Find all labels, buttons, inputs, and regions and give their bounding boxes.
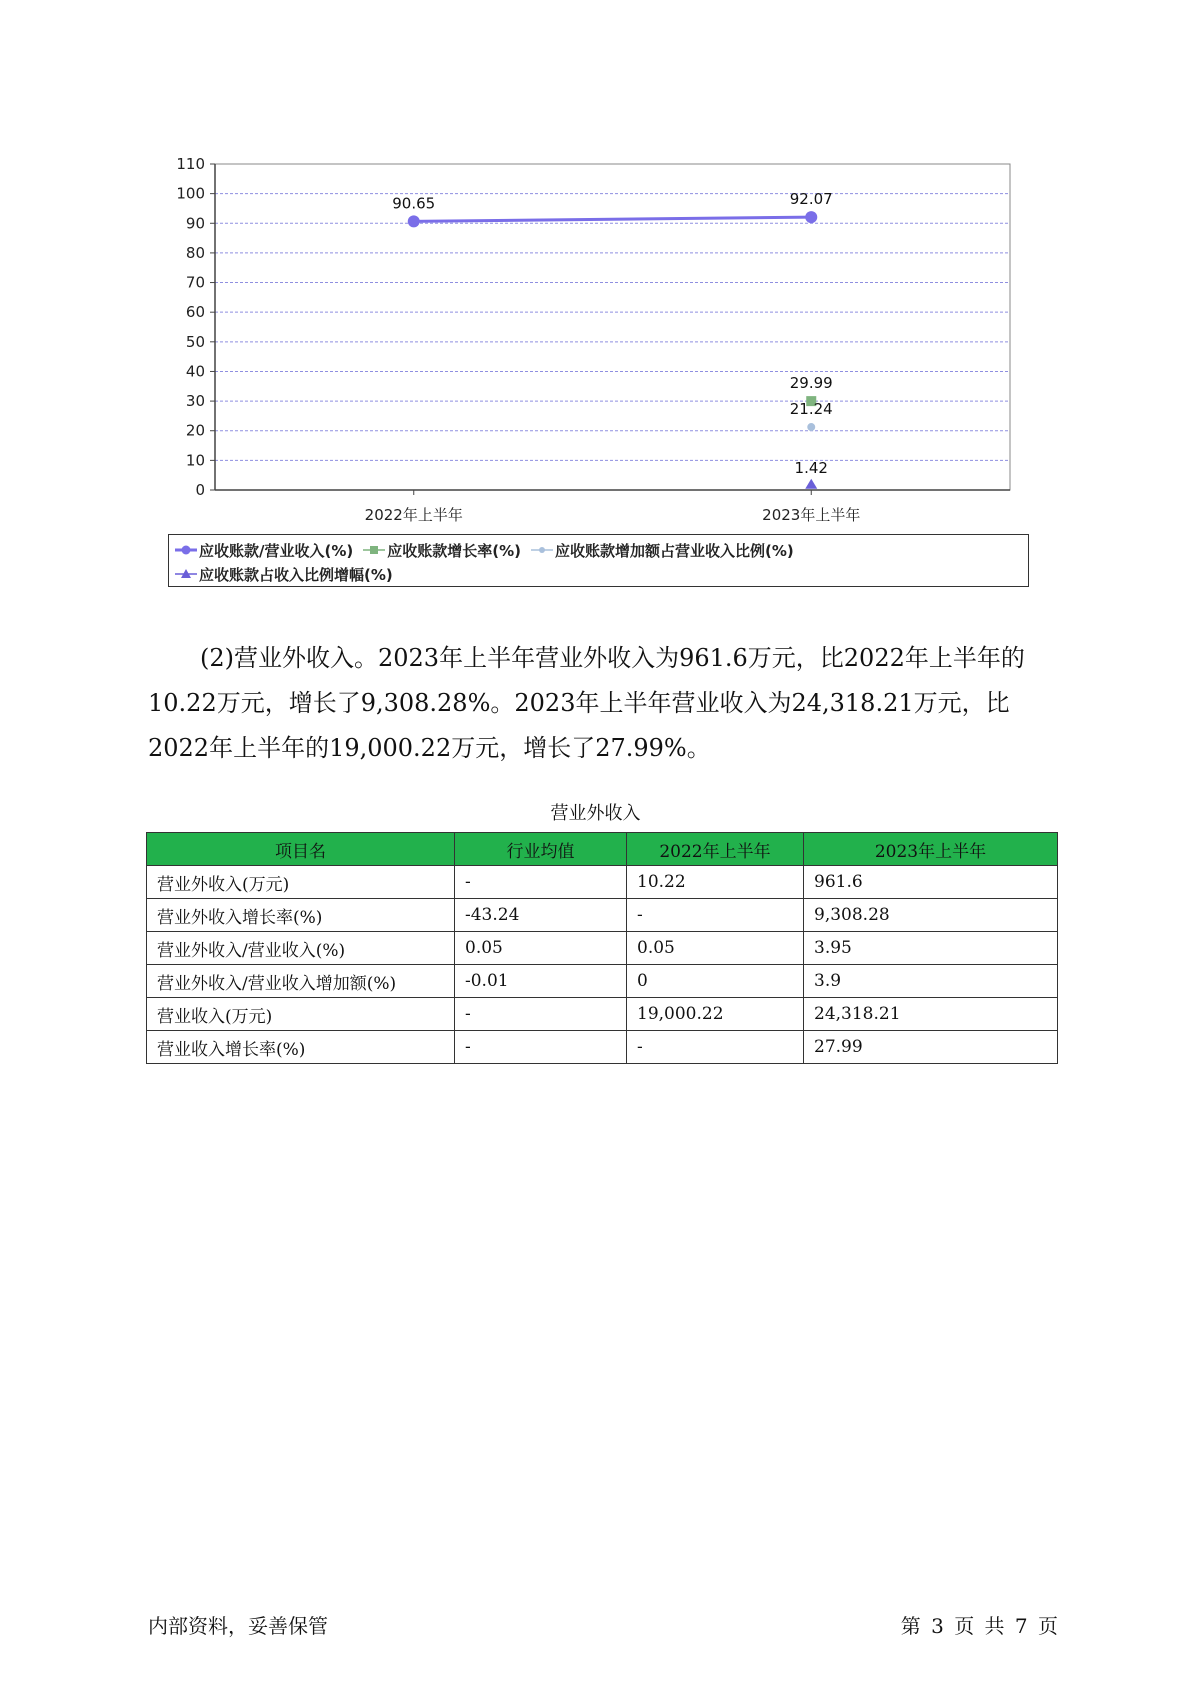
header-cell: 项目名 (147, 833, 455, 866)
legend-item (363, 540, 521, 561)
table-cell: 营业外收入增长率(%) (147, 899, 455, 932)
table-cell: -0.01 (455, 965, 627, 998)
legend-item (531, 540, 794, 561)
y-tick-label: 80 (185, 243, 205, 262)
data-point (805, 479, 817, 489)
table-row (147, 899, 1058, 932)
table-cell: 9,308.28 (804, 899, 1058, 932)
data-label: 1.42 (794, 458, 828, 477)
table-cell: 0.05 (627, 932, 804, 965)
y-tick-label: 10 (185, 451, 205, 470)
table-cell: 0 (627, 965, 804, 998)
table-cell: -43.24 (455, 899, 627, 932)
data-label: 21.24 (789, 400, 833, 419)
legend-marker-icon (175, 567, 197, 581)
legend-item (175, 540, 353, 561)
table-title: 营业外收入 (550, 803, 641, 824)
data-label: 90.65 (392, 194, 436, 213)
data-point (807, 423, 815, 431)
y-tick-label: 60 (185, 303, 205, 322)
y-tick-label: 110 (176, 155, 205, 173)
table-cell: 24,318.21 (804, 998, 1058, 1031)
table-cell: 3.95 (804, 932, 1058, 965)
y-tick-label: 90 (185, 214, 205, 233)
y-tick-label: 70 (185, 273, 205, 292)
plot-frame (215, 164, 1010, 490)
table-cell: - (627, 899, 804, 932)
data-label: 92.07 (789, 190, 833, 209)
table-cell: 10.22 (627, 866, 804, 899)
data-table (146, 832, 1058, 1064)
header-cell: 行业均值 (455, 833, 627, 866)
line-chart (165, 150, 1045, 590)
table-cell: 0.05 (455, 932, 627, 965)
y-tick-label: 30 (185, 392, 205, 411)
y-tick-label: 40 (185, 362, 205, 381)
table-cell: 营业收入(万元) (147, 998, 455, 1031)
table-cell: - (455, 866, 627, 899)
footer-note: 内部资料，妥善保管 (148, 1614, 328, 1638)
legend-marker-icon (531, 543, 553, 557)
table-cell: 961.6 (804, 866, 1058, 899)
y-tick-label: 0 (195, 481, 205, 499)
chart-area (165, 150, 1045, 590)
y-tick-label: 20 (185, 421, 205, 440)
header-cell: 2023年上半年 (804, 833, 1058, 866)
data-label: 29.99 (789, 374, 833, 393)
x-tick-label: 2022年上半年 (364, 506, 463, 524)
header-cell: 2022年上半年 (627, 833, 804, 866)
x-tick-label: 2023年上半年 (762, 506, 861, 524)
legend-marker-icon (363, 543, 385, 557)
series-line (414, 217, 812, 221)
table-row (147, 965, 1058, 998)
legend-row (175, 562, 1022, 586)
table-cell: 营业收入增长率(%) (147, 1031, 455, 1064)
page-number: 第 3 页 共 7 页 (900, 1614, 1058, 1638)
legend-label: 应收账款占收入比例增幅(%) (199, 565, 393, 584)
legend-marker-icon (175, 543, 197, 557)
legend-label: 应收账款/营业收入(%) (199, 541, 354, 560)
chart-legend (168, 534, 1029, 587)
table-row (147, 932, 1058, 965)
table-row (147, 998, 1058, 1031)
table-cell: 27.99 (804, 1031, 1058, 1064)
table-cell: - (455, 998, 627, 1031)
legend-row (175, 538, 1022, 562)
table-cell: 营业外收入/营业收入增加额(%) (147, 965, 455, 998)
table-header-row (147, 833, 1058, 866)
table-cell: - (455, 1031, 627, 1064)
body-paragraph: (2)营业外收入。2023年上半年营业外收入为961.6万元，比2022年上半年的10.22万元，增长了9,308.28%。2023年上半年营业收入为24,318.21万元，比2022年上半年的19,000.22万元，增长了27.99%。 (148, 644, 1025, 762)
table-row (147, 1031, 1058, 1064)
legend-label: 应收账款增长率(%) (387, 541, 521, 560)
legend-label: 应收账款增加额占营业收入比例(%) (554, 541, 794, 560)
data-point (408, 215, 420, 227)
table-cell: 3.9 (804, 965, 1058, 998)
y-tick-label: 100 (176, 184, 205, 203)
table-row (147, 866, 1058, 899)
table-cell: 营业外收入(万元) (147, 866, 455, 899)
table-cell: 营业外收入/营业收入(%) (147, 932, 455, 965)
table-cell: - (627, 1031, 804, 1064)
legend-item (175, 564, 393, 585)
table-cell: 19,000.22 (627, 998, 804, 1031)
data-point (805, 211, 817, 223)
y-tick-label: 50 (185, 332, 205, 351)
